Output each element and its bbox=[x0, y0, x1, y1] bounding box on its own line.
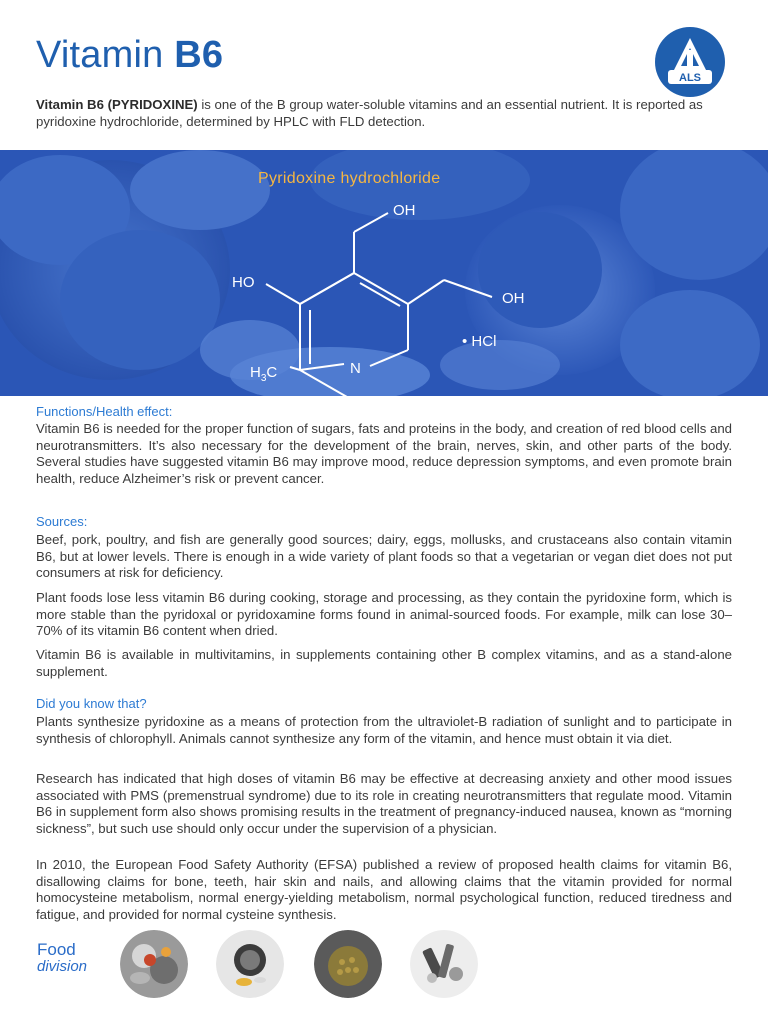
intro-paragraph bbox=[36, 96, 736, 130]
ch2-bond bbox=[408, 280, 444, 304]
sources-paragraph-3: Vitamin B6 is available in multivitamins, in supplements containing other B complex vitamins, and as a stand-alone supplement. bbox=[36, 647, 732, 679]
label-oh-right: OH bbox=[502, 290, 525, 307]
heading-did-you-know: Did you know that? bbox=[36, 696, 147, 711]
page-title bbox=[36, 34, 223, 77]
food-photo-3 bbox=[314, 930, 382, 998]
label-nitrogen: N bbox=[350, 360, 361, 377]
title-regular: Vitamin bbox=[36, 34, 175, 76]
banner-title: Pyridoxine hydrochloride bbox=[258, 170, 441, 187]
label-oh-top: OH bbox=[393, 202, 416, 219]
intro-lead: Vitamin B6 (PYRIDOXINE) bbox=[36, 97, 198, 112]
food-photo-2 bbox=[216, 930, 284, 998]
heading-sources: Sources: bbox=[36, 514, 88, 529]
sources-paragraph-2: Plant foods lose less vitamin B6 during cooking, storage and processing, as they contain the pyridoxine form, which is more stable than the pyridoxal or pyridoxamine forms found in animal-sourced foods. For example, milk can lose 30–70% of its vitamin B6 content when dried. bbox=[36, 590, 732, 638]
ho-bond bbox=[266, 284, 300, 304]
label-ho-left: HO bbox=[232, 274, 255, 291]
ring-bond bbox=[370, 350, 408, 366]
title-bold: B6 bbox=[174, 34, 224, 76]
ring-bond bbox=[300, 364, 344, 370]
oh-bond bbox=[354, 213, 388, 232]
label-methyl bbox=[250, 364, 278, 384]
didyouknow-paragraph-2: Research has indicated that high doses of vitamin B6 may be effective at decreasing anxiety and other mood issues associated with PMS (premenstrual syndrome) due to its role in creating neurotransmitters that regulate mood. Vitamin B6 in supplement form also shows promising results in the treatment of pregnancy-induced nausea, known as “morning sickness”, but such use should only occur under the supervision of a physician. bbox=[36, 771, 732, 836]
footer-division-label: division bbox=[37, 958, 88, 975]
svg-text:ALS: ALS bbox=[679, 72, 701, 84]
label-hcl: • HCl bbox=[462, 333, 497, 350]
sources-paragraph-1: Beef, pork, poultry, and fish are generally good sources; dairy, eggs, mollusks, and crustaceans also contain vitamin B6, but at lower levels. There is enough in a wide variety of plant foods so that a vegetarian or vegan diet does not put consumers at risk for deficiency. bbox=[36, 532, 732, 580]
footer-food-label: Food bbox=[37, 940, 76, 959]
didyouknow-paragraph-1: Plants synthesize pyridoxine as a means of protection from the ultraviolet-B radiation of sunlight and to participate in synthesis of chlorophyll. Animals cannot synthesize any form of the vitamin, and hence must obtain it via diet. bbox=[36, 714, 732, 746]
label-c: C bbox=[266, 364, 278, 381]
oh-bond bbox=[444, 280, 492, 297]
ring-bond bbox=[354, 273, 408, 304]
double-bond bbox=[360, 283, 400, 306]
label-sub3: 3 bbox=[260, 373, 267, 384]
intro-text: is one of the B group water-soluble vitamins and an essential nutrient. It is reported as pyridoxine hydrochloride, determined by HPLC with FLD detection. bbox=[36, 97, 703, 129]
functions-paragraph: Vitamin B6 is needed for the proper function of sugars, fats and proteins in the body, and creation of red blood cells and neurotransmitters. It’s also necessary for the development of the brain, nerves, skin, and other parts of the body. Several studies have suggested vitamin B6 may improve mood, reduce depression symptoms, and even promote brain health, reduce Alzheimer’s risk or prevent cancer. bbox=[36, 421, 732, 486]
methyl-bond bbox=[290, 367, 300, 370]
label-h: H bbox=[250, 364, 261, 381]
ring-bond bbox=[300, 370, 354, 396]
didyouknow-paragraph-3: In 2010, the European Food Safety Authority (EFSA) published a review of proposed health claims for vitamin B6, disallowing claims for bone, teeth, hair skin and nails, and allowing claims that the vitamin provided for normal homocysteine metabolism, normal energy-yielding metabolism, normal psychological function, reduced tiredness and fatigue, and provided for normal cysteine synthesis. bbox=[36, 857, 732, 922]
food-photo-1 bbox=[120, 930, 188, 998]
food-photo-4 bbox=[410, 930, 478, 998]
heading-functions: Functions/Health effect: bbox=[36, 404, 173, 419]
als-logo-icon bbox=[654, 26, 726, 98]
